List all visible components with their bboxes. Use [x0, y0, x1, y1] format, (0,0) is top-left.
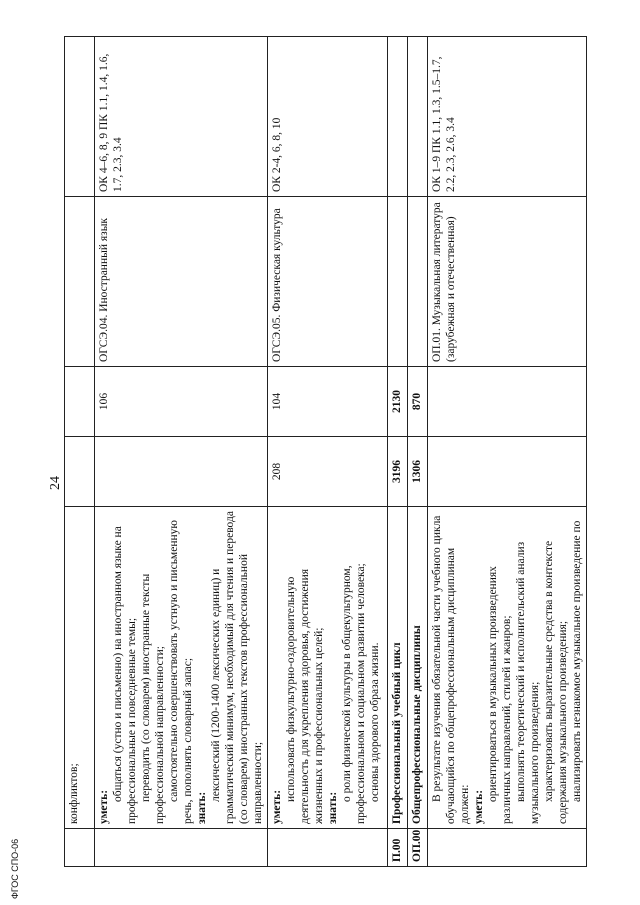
row-competencies [65, 37, 95, 197]
curriculum-table [64, 36, 587, 867]
row-code [268, 829, 388, 867]
row-discipline [388, 197, 408, 367]
row-hours-max [65, 437, 95, 507]
row-code: ОП.00 [408, 829, 428, 867]
table-row [408, 37, 428, 867]
row-hours-max: 3196 [388, 437, 408, 507]
row-discipline: ОГСЭ.05. Физическая культура [268, 197, 388, 367]
page-number: 24 [48, 476, 63, 490]
row-competencies: ОК 2-4, 6, 8, 10 [268, 37, 388, 197]
row-competencies: ОК 1–9 ПК 1.1, 1.3, 1.5–1.7, 2.2, 2.3, 2.6, 3.4 [428, 37, 587, 197]
row-title: Общепрофессиональные дисциплины [408, 507, 428, 829]
table-row [388, 37, 408, 867]
row-code: П.00 [388, 829, 408, 867]
row-code [428, 829, 587, 867]
row-content: уметь: использовать физкультурно-оздоровительную деятельность для укрепления здоровья, достижения жизненных и профессиональных целей; знать: о роли физической культуры в общекультурном, профессиональном и социальном развитии человека; основы здорового образа жизни. [268, 507, 388, 829]
row-content: уметь: общаться (устно и письменно) на иностранном языке на профессиональные и повседневные темы; переводить (со словарем) иностранные тексты профессиональной направленности; самостоятельно совершенствовать устную и письменную речь, пополнять словарный запас; знать: лексический (1200-1400 лексических единиц) и грамматический минимум, необходимый для чтения и перевода (со словарем) иностранных текстов профессиональной направленности; [95, 507, 268, 829]
row-hours-req: 106 [95, 367, 268, 437]
row-hours-max [95, 437, 268, 507]
row-hours-max: 1306 [408, 437, 428, 507]
row-code [65, 829, 95, 867]
row-competencies: ОК 4–6, 8, 9 ПК 1.1, 1.4, 1.6, 1.7, 2.3, 3.4 [95, 37, 268, 197]
table-row [95, 37, 268, 867]
row-content: В результате изучения обязательной части учебного цикла обучающийся по общепрофессиональным дисциплинам должен: уметь: ориентироваться в музыкальных произведениях различных направлений, стилей и жанров; выполнять теоретический и исполнительский анализ музыкального произведения; характеризовать выразительные средства в контексте содержания музыкального произведения; анализировать незнакомое музыкальное произведение по [428, 507, 587, 829]
row-title: Профессиональный учебный цикл [388, 507, 408, 829]
row-competencies [408, 37, 428, 197]
table-row [428, 37, 587, 867]
row-hours-max [428, 437, 587, 507]
row-competencies [388, 37, 408, 197]
row-discipline [408, 197, 428, 367]
row-code [95, 829, 268, 867]
row-hours-req [428, 367, 587, 437]
row-hours-req [65, 367, 95, 437]
table-row [268, 37, 388, 867]
row-discipline: ОГСЭ.04. Иностранный язык [95, 197, 268, 367]
footer-code: ФГОС СПО-06 [10, 838, 20, 899]
row-hours-req: 2130 [388, 367, 408, 437]
row-discipline [65, 197, 95, 367]
row-discipline: ОП.01. Музыкальная литература (зарубежная и отечественная) [428, 197, 587, 367]
row-hours-max: 208 [268, 437, 388, 507]
row-content: конфликтов; [65, 507, 95, 829]
table-row [65, 37, 95, 867]
row-hours-req: 104 [268, 367, 388, 437]
row-hours-req: 870 [408, 367, 428, 437]
